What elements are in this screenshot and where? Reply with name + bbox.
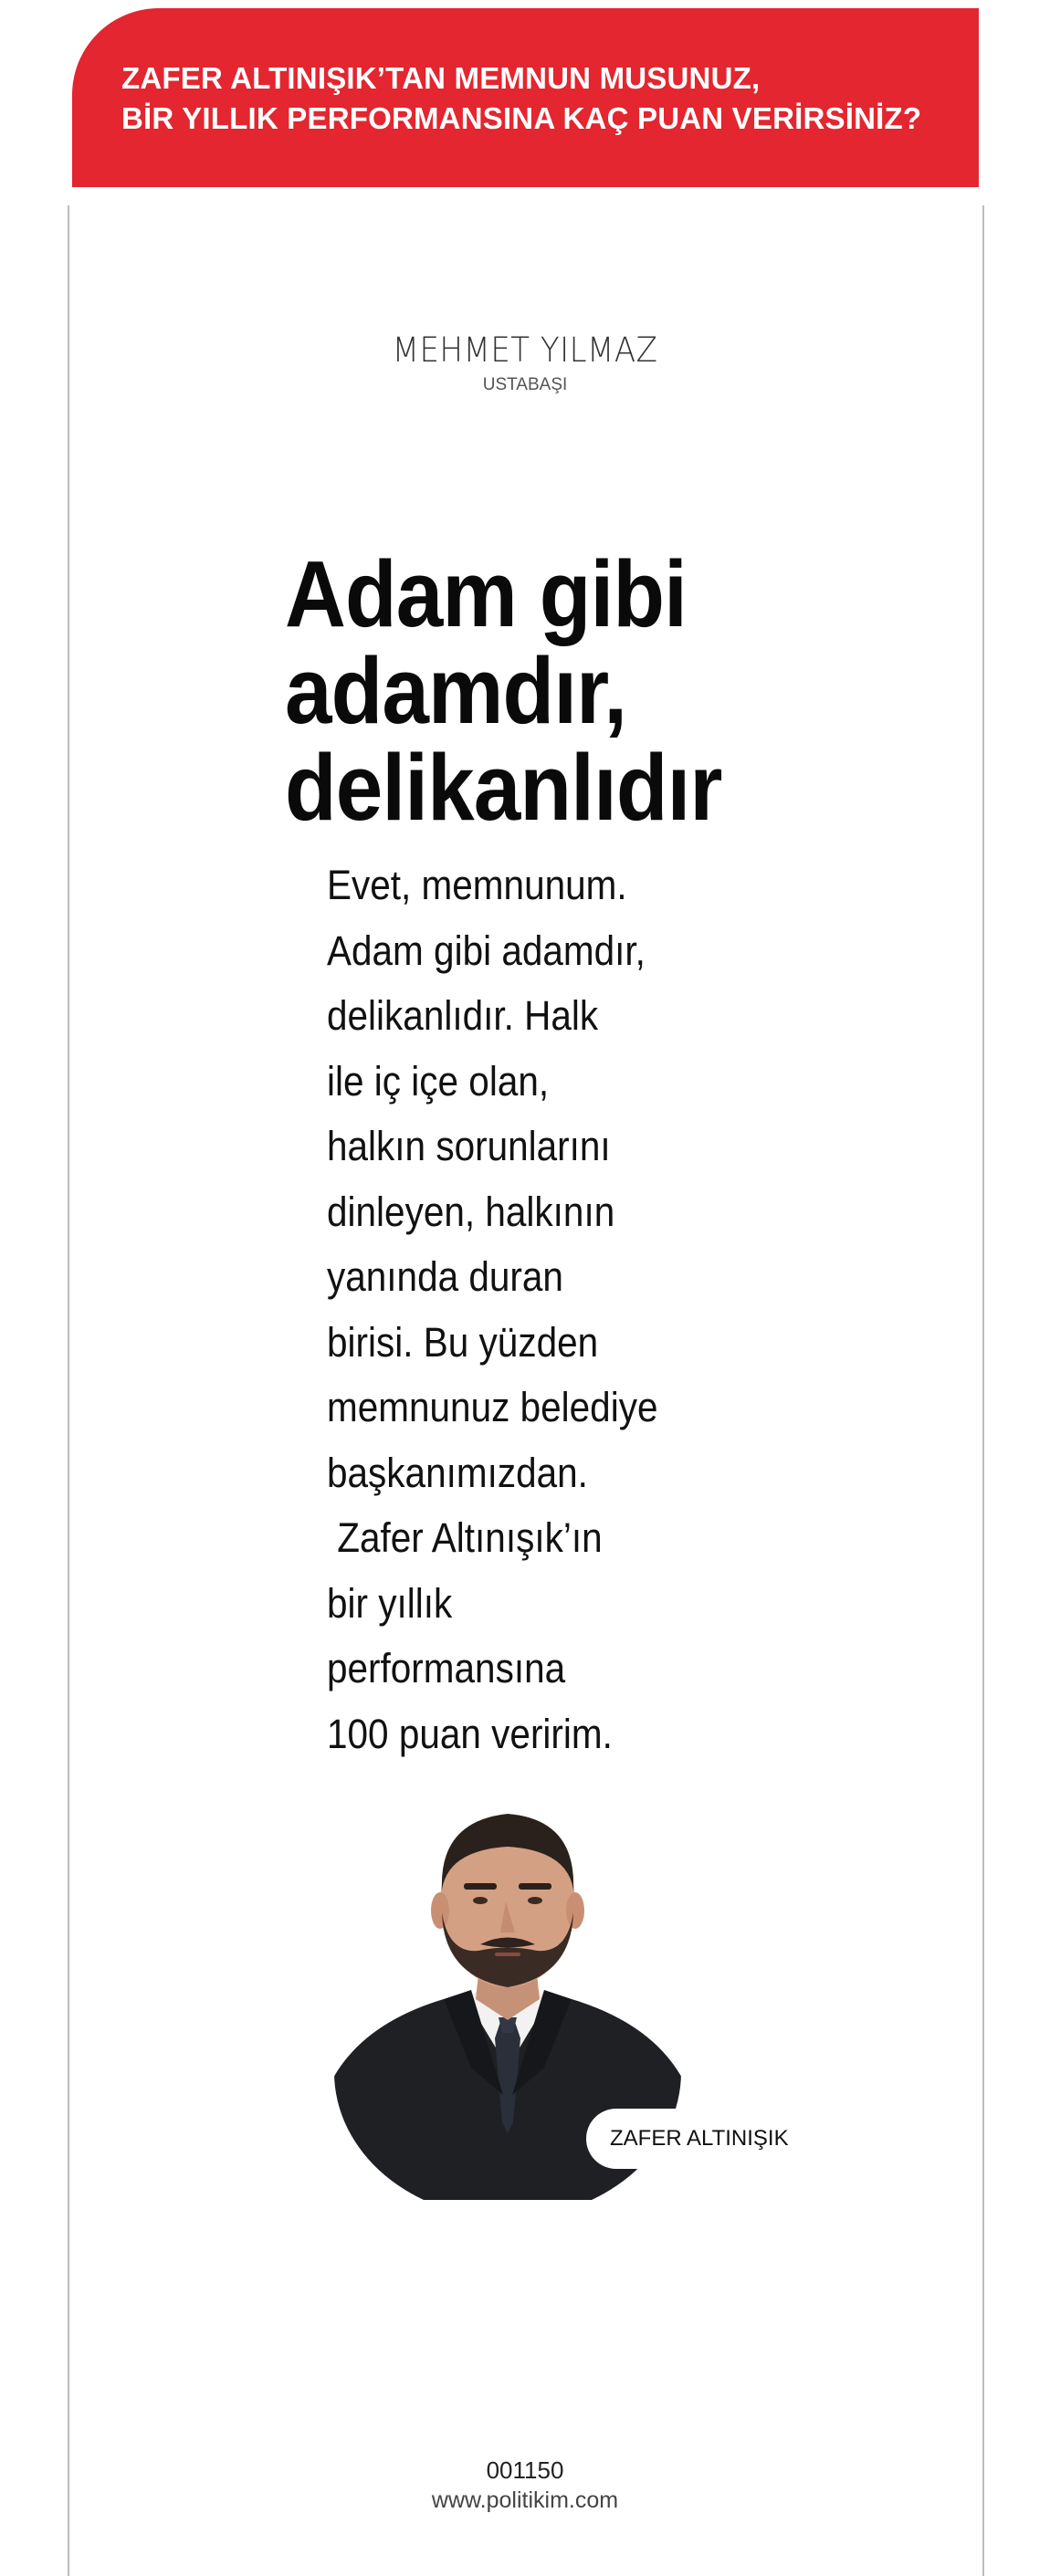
right-column-rule [982,205,984,2576]
answer-line: ile iç içe olan, [327,1057,550,1105]
answer-line: Adam gibi adamdır, [327,927,646,974]
portrait-name-badge [586,2109,813,2169]
answer-line: performansına [327,1645,566,1691]
answer-line: memnunuz belediye [327,1384,658,1430]
respondent-occupation: USTABAŞI [482,375,568,394]
site-url: www.politikim.com [431,2487,619,2513]
answer-line: Evet, memnunum. [327,862,627,908]
answer-line: delikanlıdır. Halk [327,992,599,1039]
item-code: 001150 [486,2456,564,2484]
respondent-byline [0,329,1050,396]
question-banner [72,8,979,187]
question-line-1: ZAFER ALTINIŞIK’TAN MEMNUN MUSUNUZ, [121,61,761,95]
answer-line: bir yıllık [327,1579,453,1627]
answer-line: birisi. Bu yüzden [327,1318,599,1366]
answer-line: halkın sorunlarını [327,1123,611,1169]
left-column-rule [68,205,69,2576]
headline-line: delikanlıdır [285,735,722,840]
answer-text [327,853,738,1766]
answer-line: dinleyen, halkının [327,1188,615,1235]
headline-line: Adam gibi [285,541,687,646]
page-footer [0,2456,1050,2516]
headline-line: adamdır, [285,638,627,743]
answer-line: başkanımızdan. [327,1449,588,1496]
respondent-name: MEHMET YILMAZ [392,330,658,370]
quote-headline [285,541,778,840]
answer-line: yanında duran [327,1253,563,1300]
answer-line: 100 puan veririm. [327,1710,613,1757]
answer-line: Zafer Altınışık’ın [327,1514,603,1561]
portrait-caption: ZAFER ALTINIŞIK [610,2126,789,2151]
question-line-2: BİR YILLIK PERFORMANSINA KAÇ PUAN VERİRSİNİZ? [121,101,922,135]
